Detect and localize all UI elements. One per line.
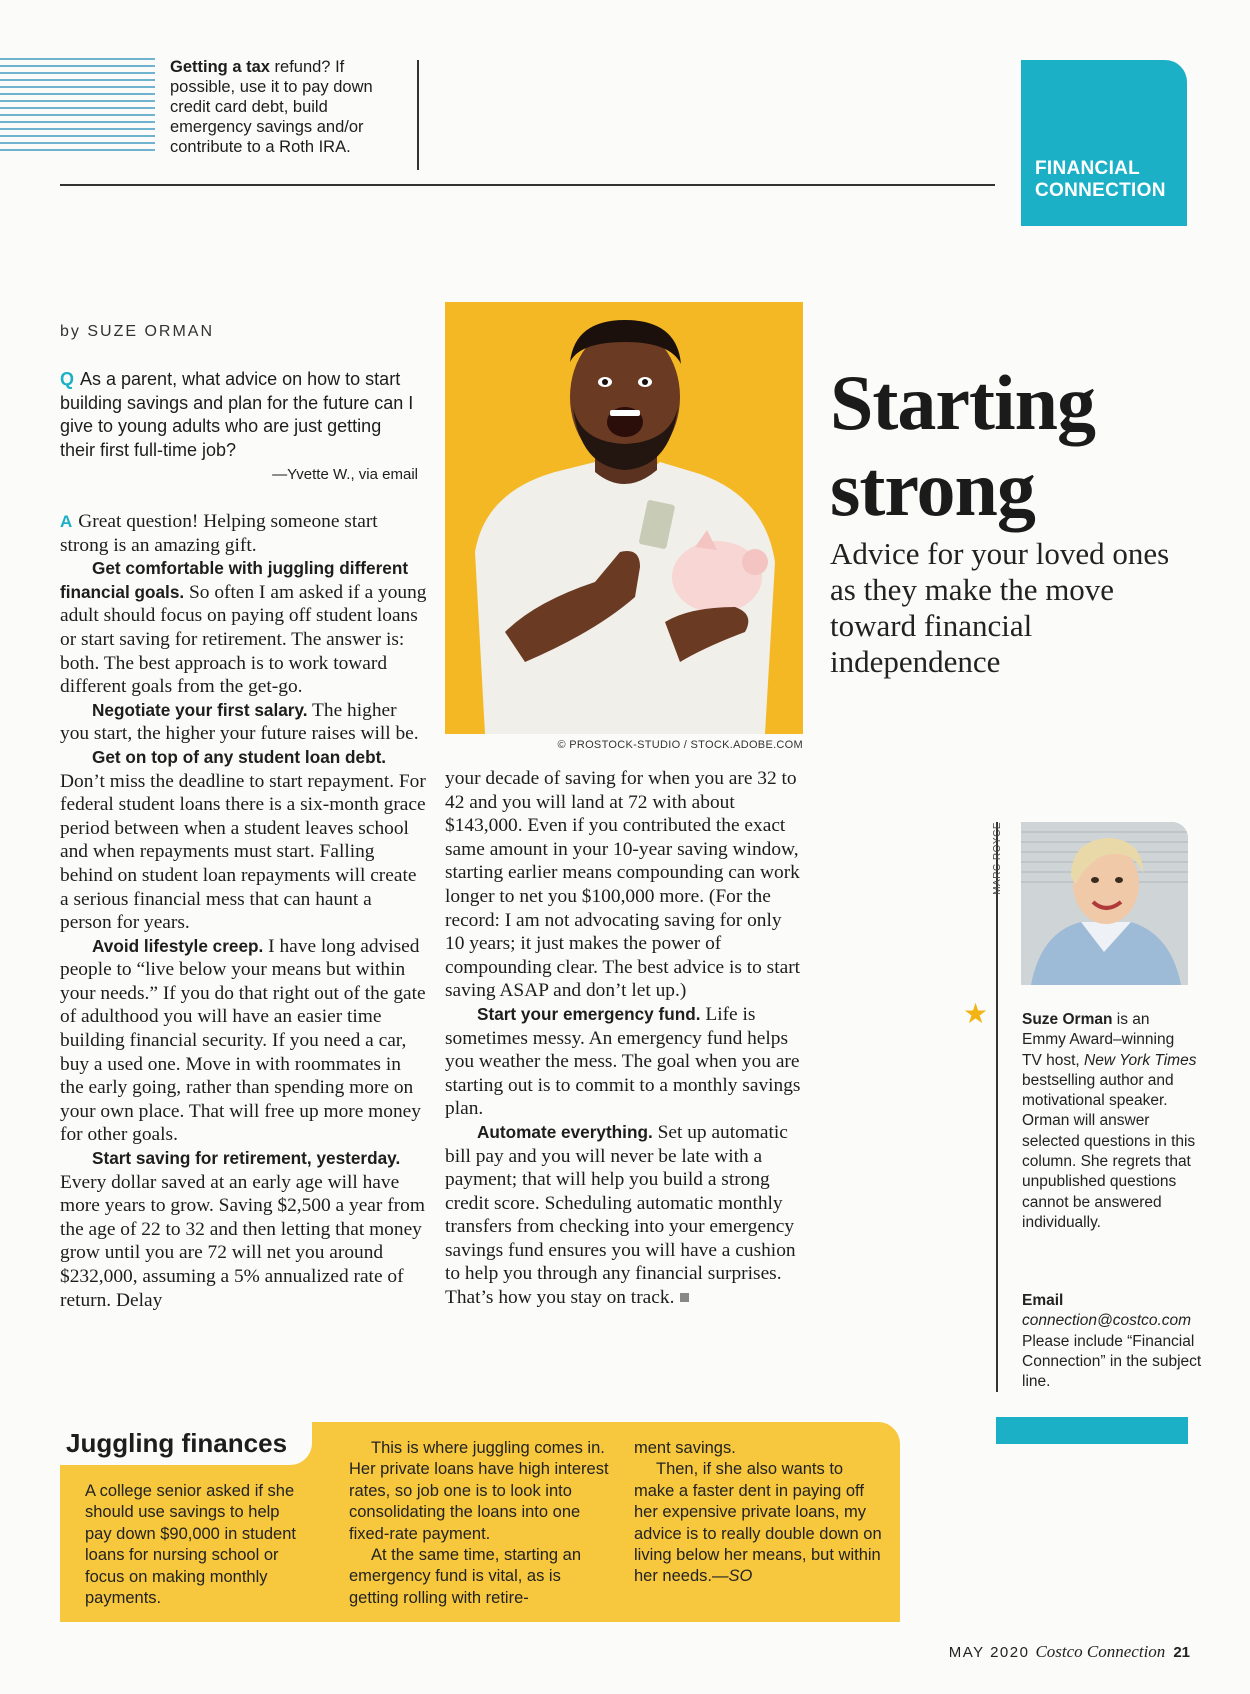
- sidebar-column-3: ment savings. Then, if she also wants to make a faster dent in paying off her expensive private loans, my advice is to really double down on living below her means, but within her needs.—SO: [634, 1439, 882, 1586]
- sidebar-signature: —SO: [711, 1567, 753, 1586]
- author-name: Suze Orman: [1022, 1011, 1113, 1028]
- answer-column-1: [60, 510, 428, 1312]
- answer-intro: A Great question! Helping someone start strong is an amazing gift.: [60, 511, 378, 556]
- reader-question: [60, 368, 420, 462]
- star-icon: ★: [963, 998, 989, 1029]
- magazine-name: Costco Connection: [1035, 1642, 1166, 1661]
- photo-credit: © PROSTOCK-STUDIO / STOCK.ADOBE.COM: [557, 739, 803, 751]
- tip-divider: [417, 60, 419, 170]
- headline: Starting strong: [830, 359, 1095, 532]
- header-rule: [60, 184, 995, 186]
- answer-paragraph: Start your emergency fund. Life is sometimes messy. An emergency fund helps you weather the mess. The goal when you are starting out is to commit to a monthly savings plan.: [445, 1003, 801, 1120]
- email-contact: [1022, 1291, 1202, 1392]
- decorative-teal-bar: [996, 1417, 1188, 1444]
- answer-paragraph: Automate everything. Set up automatic bill pay and you will never be late with a payment; that will help you build a strong credit score. Scheduling automatic monthly transfers from checking into your emergency savings fund ensures you will have a cushion to help you through any financial surprises. That’s how you stay on track.: [445, 1121, 796, 1309]
- answer-marker: A: [60, 512, 73, 531]
- author-divider: [996, 822, 998, 1392]
- section-badge-label: FINANCIAL CONNECTION: [1035, 158, 1166, 201]
- sidebar-title: Juggling finances: [66, 1428, 288, 1458]
- question-marker: Q: [60, 369, 75, 389]
- decorative-stripes: [0, 58, 155, 154]
- page-number: 21: [1173, 1644, 1190, 1661]
- email-address[interactable]: connection@costco.com: [1022, 1312, 1192, 1330]
- answer-paragraph: Avoid lifestyle creep. I have long advised people to “live below your means but within your needs.” If you do that right out of the gate of adulthood you will have an easier time building financial security. If you need a car, buy a used one. Move in with roommates in the early going, rather than spending more on your own place. That will free up more money for other goals.: [60, 935, 426, 1146]
- page-footer: [60, 1642, 1190, 1662]
- portrait-illustration: [1021, 822, 1188, 985]
- tip-lead: Getting a tax: [170, 58, 270, 76]
- answer-paragraph: Start saving for retirement, yesterday. Every dollar saved at an early age will have more years to grow. Saving $2,500 a year from the age of 22 to 32 and then letting that money grow until you are 72 will net you around $232,000, assuming a 5% annualized rate of return. Delay: [60, 1148, 425, 1311]
- email-note: Please include “Financial Connection” in the subject line.: [1022, 1332, 1202, 1391]
- subheadline: Advice for your loved ones as they make the move toward financial independence: [830, 536, 1170, 679]
- answer-paragraph: Get comfortable with juggling different financial goals. So often I am asked if a young adult should focus on paying off student loans or start saving for retirement. The answer is: both. The best approach is to work toward different goals from the get-go.: [60, 558, 427, 698]
- question-text: As a parent, what advice on how to start building savings and plan for the future can I give to young adults who are just getting their first full-time job?: [60, 369, 414, 460]
- tax-refund-tip: [170, 57, 410, 157]
- end-mark-icon: [680, 1293, 689, 1302]
- question-attribution: —Yvette W., via email: [272, 466, 418, 483]
- answer-paragraph: Get on top of any student loan debt. Don’t miss the deadline to start repayment. For federal student loans there is a six-month grace period between when a student leaves school and when repayments must start. Falling behind on student loan repayments will create a serious financial mess that can haunt a person for years.: [60, 746, 426, 934]
- author-portrait: [1021, 822, 1188, 985]
- author-bio: Suze Orman is an Emmy Award–winning TV host, New York Times bestselling author and motivational speaker. Orman will answer selected questions in this column. She regrets that unpublished questions cannot be answered individually.: [1022, 1011, 1197, 1231]
- issue-date: MAY 2020: [948, 1644, 1030, 1661]
- answer-column-2: [445, 767, 805, 1310]
- byline: by SUZE ORMAN: [60, 323, 215, 340]
- sidebar-column-2: This is where juggling comes in. Her private loans have high interest rates, so job one is to look into consolidating the loans into one fixed-rate payment. At the same time, starting an emergency fund is vital, as is getting rolling with retire-: [349, 1439, 609, 1607]
- stock-photo-man-with-piggy-bank: [445, 302, 803, 734]
- photo-illustration: [445, 302, 803, 734]
- tip-text: refund? If possible, use it to pay down credit card debt, build emergency savings and/or contribute to a Roth IRA.: [170, 58, 373, 156]
- answer-paragraph: your decade of saving for when you are 32 to 42 and you will land at 72 with about $143,000. Even if you contributed the exact same amount in your 10-year saving window, starting earlier means compounding can work longer to net you $100,000 more. (For the record: I am not advocating saving for only 10 years; it just makes the power of compounding clear. The best advice is to start saving ASAP and don’t let up.): [445, 768, 801, 1002]
- portrait-credit: MARC ROYCE: [992, 822, 1003, 895]
- answer-paragraph: Negotiate your first salary. The higher you start, the higher your future raises will be.: [60, 699, 419, 745]
- email-label: Email: [1022, 1292, 1064, 1309]
- sidebar-column-1: A college senior asked if she should use savings to help pay down $90,000 in student loans for nursing school or focus on making monthly payments.: [85, 1482, 296, 1608]
